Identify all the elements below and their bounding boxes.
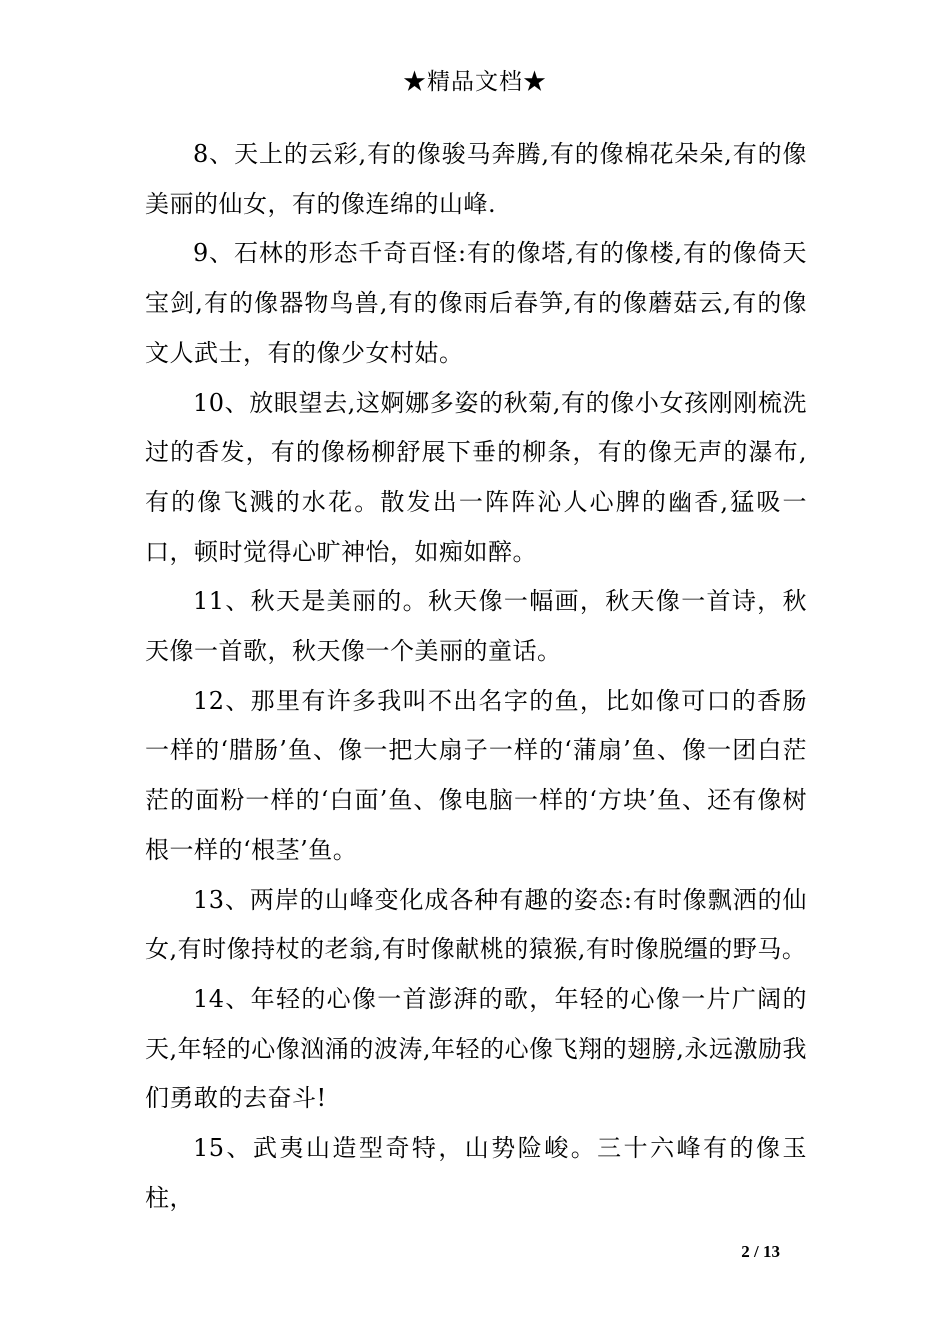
page-header: [0, 64, 950, 100]
paragraph-12: 12、那里有许多我叫不出名字的鱼，比如像可口的香肠一样的‘腊肠’鱼、像一把大扇子一样的‘蒲扇’鱼、像一团白茫茫的面粉一样的‘白面’鱼、像电脑一样的‘方块’鱼、还有像树根一样的‘根茎’鱼。: [145, 686, 807, 864]
paragraph-15: 15、武夷山造型奇特，山势险峻。三十六峰有的像玉柱，: [145, 1134, 807, 1212]
paragraph-14: 14、年轻的心像一首澎湃的歌，年轻的心像一片广阔的天,年轻的心像汹涌的波涛,年轻的心像飞翔的翅膀,永远激励我们勇敢的去奋斗!: [145, 984, 807, 1113]
document-body: [145, 130, 807, 1223]
page-number: 2 / 13: [741, 1242, 780, 1261]
header-title: ★精品文档★: [403, 69, 547, 95]
paragraph-11: 11、秋天是美丽的。秋天像一幅画，秋天像一首诗，秋天像一首歌，秋天像一个美丽的童话。: [145, 587, 807, 666]
paragraph-13: 13、两岸的山峰变化成各种有趣的姿态:有时像飘洒的仙女,有时像持杖的老翁,有时像献桃的猿猴,有时像脱缰的野马。: [145, 885, 807, 964]
paragraph-10: 10、放眼望去,这婀娜多姿的秋菊,有的像小女孩刚刚梳洗过的香发，有的像杨柳舒展下垂的柳条，有的像无声的瀑布,有的像飞溅的水花。散发出一阵阵沁人心脾的幽香,猛吸一口，顿时觉得心旷神怡，如痴如醉。: [145, 388, 807, 566]
page-footer: [741, 1240, 780, 1264]
paragraph-9: 9、石林的形态千奇百怪:有的像塔,有的像楼,有的像倚天宝剑,有的像器物鸟兽,有的像雨后春笋,有的像蘑菇云,有的像文人武士，有的像少女村姑。: [145, 239, 807, 367]
paragraph-8: 8、天上的云彩,有的像骏马奔腾,有的像棉花朵朵,有的像美丽的仙女，有的像连绵的山峰.: [145, 140, 807, 218]
